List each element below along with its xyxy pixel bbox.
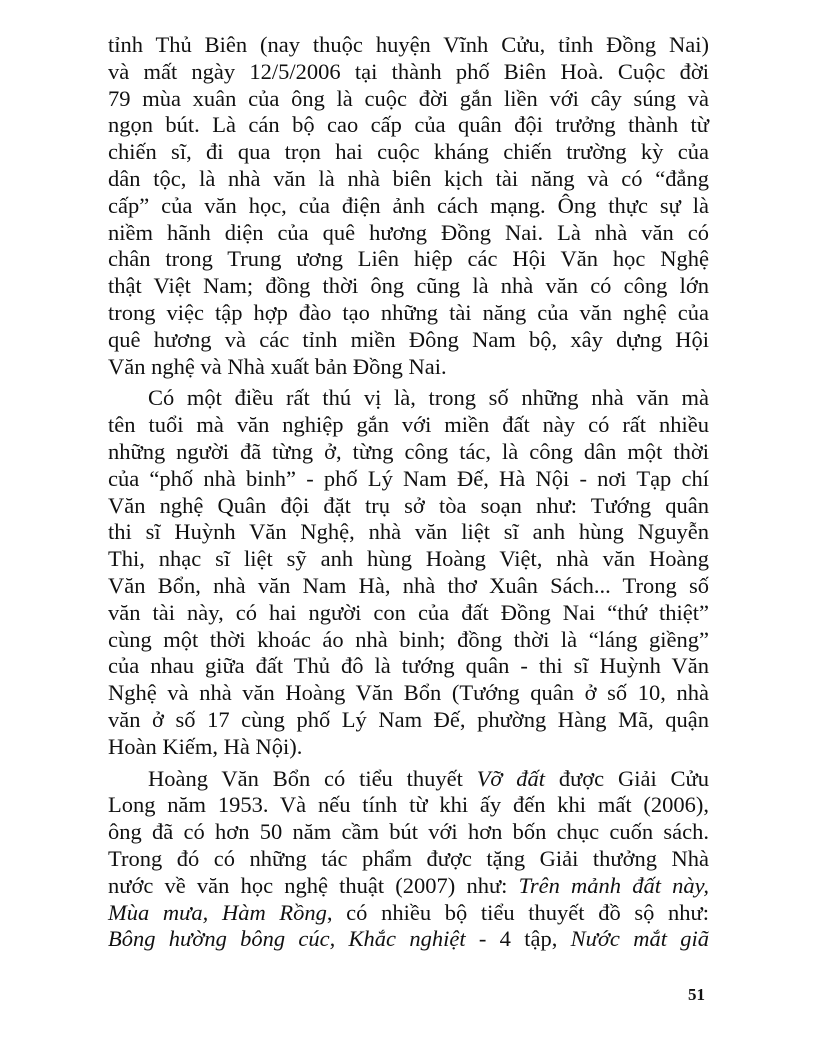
italic-title: Bông hường bông cúc, Khắc nghiệt bbox=[108, 926, 466, 952]
text-run: Văn nghệ Quân đội đặt trụ sở tòa soạn như: Tướng quân bbox=[108, 492, 709, 518]
text-run: Long năm 1953. Và nếu tính từ khi ấy đến khi mất (2006), bbox=[108, 792, 709, 818]
text-line bbox=[108, 166, 709, 193]
text-line bbox=[108, 846, 709, 873]
text-line bbox=[108, 439, 709, 466]
text-run: thi sĩ Huỳnh Văn Nghệ, nhà văn liệt sĩ anh hùng Nguyễn bbox=[108, 519, 709, 545]
text-line bbox=[108, 86, 709, 113]
text-line bbox=[108, 873, 709, 900]
text-line bbox=[108, 193, 709, 220]
paragraph bbox=[108, 32, 709, 380]
text-line bbox=[108, 59, 709, 86]
italic-title: Vỡ đất bbox=[476, 765, 546, 791]
text-line bbox=[108, 273, 709, 300]
text-run: Hoàn Kiếm, Hà Nội). bbox=[108, 733, 303, 759]
text-run: trong việc tập hợp đào tạo những tài năng của văn nghệ của bbox=[108, 299, 709, 325]
text-line bbox=[108, 680, 709, 707]
paragraph bbox=[108, 385, 709, 760]
italic-title: Nước mắt giã bbox=[570, 926, 710, 952]
text-run: ông đã có hơn 50 năm cầm bút với hơn bốn chục cuốn sách. bbox=[108, 819, 709, 845]
text-line bbox=[108, 139, 709, 166]
text-run: Trong đó có những tác phẩm được tặng Giải thưởng Nhà bbox=[108, 845, 709, 871]
text-line bbox=[108, 354, 709, 381]
text-run: cấp” của văn học, của điện ảnh cách mạng. Ông thực sự là bbox=[108, 192, 709, 218]
text-line bbox=[108, 573, 709, 600]
body-text bbox=[108, 32, 709, 958]
text-run: của “phố nhà binh” - phố Lý Nam Đế, Hà Nội - nơi Tạp chí bbox=[108, 465, 709, 491]
text-line bbox=[108, 300, 709, 327]
text-run: thật Việt Nam; đồng thời ông cũng là nhà văn có công lớn bbox=[108, 273, 709, 299]
text-run: cùng một thời khoác áo nhà binh; đồng thời là “láng giềng” bbox=[108, 626, 709, 652]
text-run: niềm hãnh diện của quê hương Đồng Nai. Là nhà văn có bbox=[108, 219, 709, 245]
text-line bbox=[108, 412, 709, 439]
text-line bbox=[108, 707, 709, 734]
text-run: Có một điều rất thú vị là, trong số những nhà văn mà bbox=[148, 385, 709, 411]
text-run: văn tài này, có hai người con của đất Đồng Nai “thứ thiệt” bbox=[108, 599, 709, 625]
italic-title: Trên mảnh đất này, bbox=[518, 872, 709, 898]
text-run: Nghệ và nhà văn Hoàng Văn Bổn (Tướng quân ở số 10, nhà bbox=[108, 680, 709, 706]
italic-title: Mùa mưa, Hàm Rồng bbox=[108, 899, 327, 925]
text-line bbox=[108, 112, 709, 139]
text-line bbox=[108, 819, 709, 846]
text-run: chiến sĩ, đi qua trọn hai cuộc kháng chiến trường kỳ của bbox=[108, 139, 709, 165]
text-line bbox=[108, 385, 709, 412]
text-run: Thi, nhạc sĩ liệt sỹ anh hùng Hoàng Việt, nhà văn Hoàng bbox=[108, 546, 709, 572]
text-run: nước về văn học nghệ thuật (2007) như: bbox=[108, 872, 519, 898]
text-run: - 4 tập, bbox=[465, 926, 571, 952]
text-line bbox=[108, 926, 709, 953]
text-run: , có nhiều bộ tiểu thuyết đồ sộ như: bbox=[326, 899, 709, 925]
text-line bbox=[108, 493, 709, 520]
text-line bbox=[108, 327, 709, 354]
text-run: những người đã từng ở, từng công tác, là công dân một thời bbox=[108, 438, 709, 464]
text-run: của nhau giữa đất Thủ đô là tướng quân - thi sĩ Huỳnh Văn bbox=[108, 653, 709, 679]
text-line bbox=[108, 627, 709, 654]
text-run: Hoàng Văn Bổn có tiểu thuyết bbox=[148, 765, 477, 791]
text-run: tên tuổi mà văn nghiệp gắn với miền đất này có rất nhiều bbox=[108, 412, 709, 438]
text-run: văn ở số 17 cùng phố Lý Nam Đế, phường Hàng Mã, quận bbox=[108, 706, 709, 732]
text-line bbox=[108, 900, 709, 927]
text-run: tỉnh Thủ Biên (nay thuộc huyện Vĩnh Cửu, tỉnh Đồng Nai) bbox=[108, 32, 709, 57]
page-number: 51 bbox=[688, 985, 705, 1004]
text-run: quê hương và các tỉnh miền Đông Nam bộ, xây dựng Hội bbox=[108, 326, 709, 352]
text-run: dân tộc, là nhà văn là nhà biên kịch tài năng và có “đẳng bbox=[108, 165, 709, 191]
text-run: Văn Bổn, nhà văn Nam Hà, nhà thơ Xuân Sách... Trong số bbox=[108, 572, 709, 598]
text-line bbox=[108, 32, 709, 59]
text-line bbox=[108, 792, 709, 819]
text-run: chân trong Trung ương Liên hiệp các Hội Văn học Nghệ bbox=[108, 246, 709, 272]
text-line bbox=[108, 653, 709, 680]
text-run: và mất ngày 12/5/2006 tại thành phố Biên Hoà. Cuộc đời bbox=[108, 58, 709, 84]
text-line bbox=[108, 519, 709, 546]
text-run: 79 mùa xuân của ông là cuộc đời gắn liền với cây súng và bbox=[108, 85, 709, 111]
text-line bbox=[108, 220, 709, 247]
text-run: ngọn bút. Là cán bộ cao cấp của quân đội trưởng thành từ bbox=[108, 112, 709, 138]
text-line bbox=[108, 246, 709, 273]
text-line bbox=[108, 734, 709, 761]
text-line bbox=[108, 766, 709, 793]
text-line bbox=[108, 466, 709, 493]
paragraph bbox=[108, 766, 709, 954]
text-line bbox=[108, 546, 709, 573]
text-line bbox=[108, 600, 709, 627]
text-run: được Giải Cửu bbox=[545, 765, 709, 791]
text-run: Văn nghệ và Nhà xuất bản Đồng Nai. bbox=[108, 353, 447, 379]
